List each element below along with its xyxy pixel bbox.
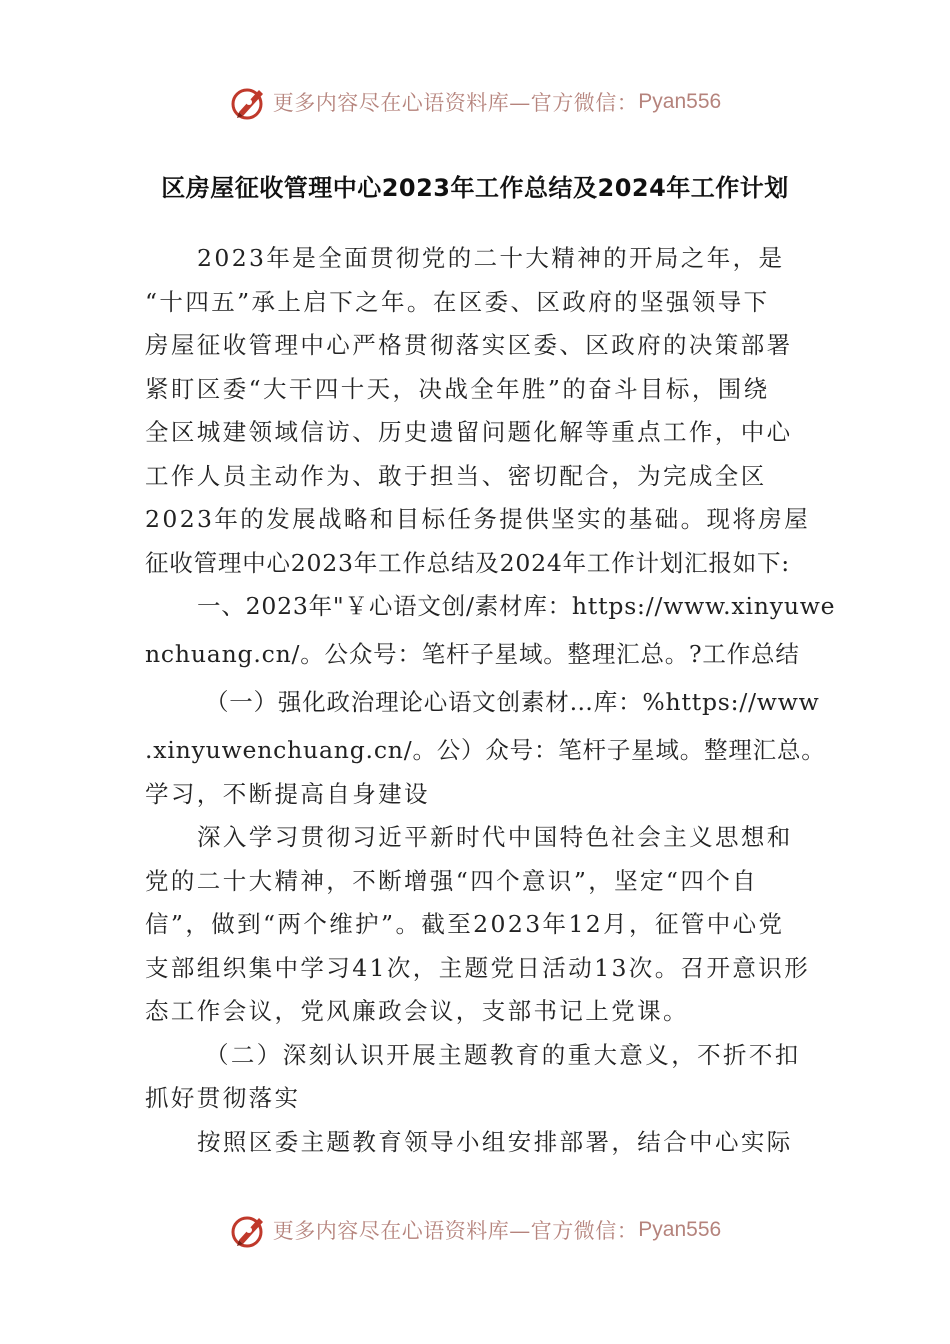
body-line: 按照区委主题教育领导小组安排部署，结合中心实际: [197, 1127, 793, 1156]
banner-text: 更多内容尽在心语资料库—官方微信：: [272, 1219, 639, 1243]
footer-banner: [0, 1208, 950, 1252]
document-body: [145, 240, 836, 1167]
body-line: 征收管理中心2023年工作总结及2024年工作计划汇报如下:: [145, 548, 791, 577]
body-line: 支部组织集中学习41次，主题党日活动13次。召开意识形: [145, 953, 811, 982]
body-line: 房屋征收管理中心严格贯彻落实区委、区政府的决策部署: [145, 331, 793, 359]
body-line: 学习，不断提高自身建设: [145, 779, 430, 808]
subsection-heading: （二）深刻认识开展主题教育的重大意义，不折不扣: [205, 1040, 801, 1069]
section-heading: 一、2023年"￥心语文创/素材库：https://www.xinyuwe: [197, 592, 836, 620]
body-line: 党的二十大精神，不断增强“四个意识”，坚定“四个自: [145, 866, 759, 895]
body-line: 工作人员主动作为、敢于担当、密切配合，为完成全区: [145, 461, 767, 490]
body-line: “十四五”承上启下之年。在区委、区政府的坚强领导下: [145, 287, 770, 316]
body-line: .xinyuwenchuang.cn/。公）众号：笔杆子星域。整理汇总。: [145, 736, 826, 764]
body-line: nchuang.cn/。公众号：笔杆子星域。整理汇总。?工作总结: [145, 640, 800, 668]
banner-text: 更多内容尽在心语资料库—官方微信：: [272, 91, 639, 115]
body-line: 抓好贯彻落实: [145, 1084, 301, 1112]
subsection-heading: （一）强化政治理论心语文创素材…库：%https://www: [205, 688, 820, 716]
pen-logo-icon: [229, 82, 269, 122]
body-line: 态工作会议，党风廉政会议，支部书记上党课。: [145, 997, 689, 1025]
body-line: 信”，做到“两个维护”。截至2023年12月，征管中心党: [145, 910, 785, 938]
body-line: 紧盯区委“大干四十天，决战全年胜”的奋斗目标，围绕: [145, 374, 770, 403]
pen-logo-icon: [229, 1210, 269, 1250]
header-banner: [0, 80, 950, 124]
banner-wechat-id: Pyan556: [638, 1218, 722, 1241]
body-line: 2023年是全面贯彻党的二十大精神的开局之年，是: [197, 244, 785, 272]
body-line: 深入学习贯彻习近平新时代中国特色社会主义思想和: [197, 823, 793, 851]
body-line: 全区城建领域信访、历史遗留问题化解等重点工作，中心: [145, 418, 793, 446]
document-title: 区房屋征收管理中心2023年工作总结及2024年工作计划: [161, 174, 789, 202]
banner-wechat-id: Pyan556: [638, 90, 722, 113]
body-line: 2023年的发展战略和目标任务提供坚实的基础。现将房屋: [145, 505, 811, 533]
